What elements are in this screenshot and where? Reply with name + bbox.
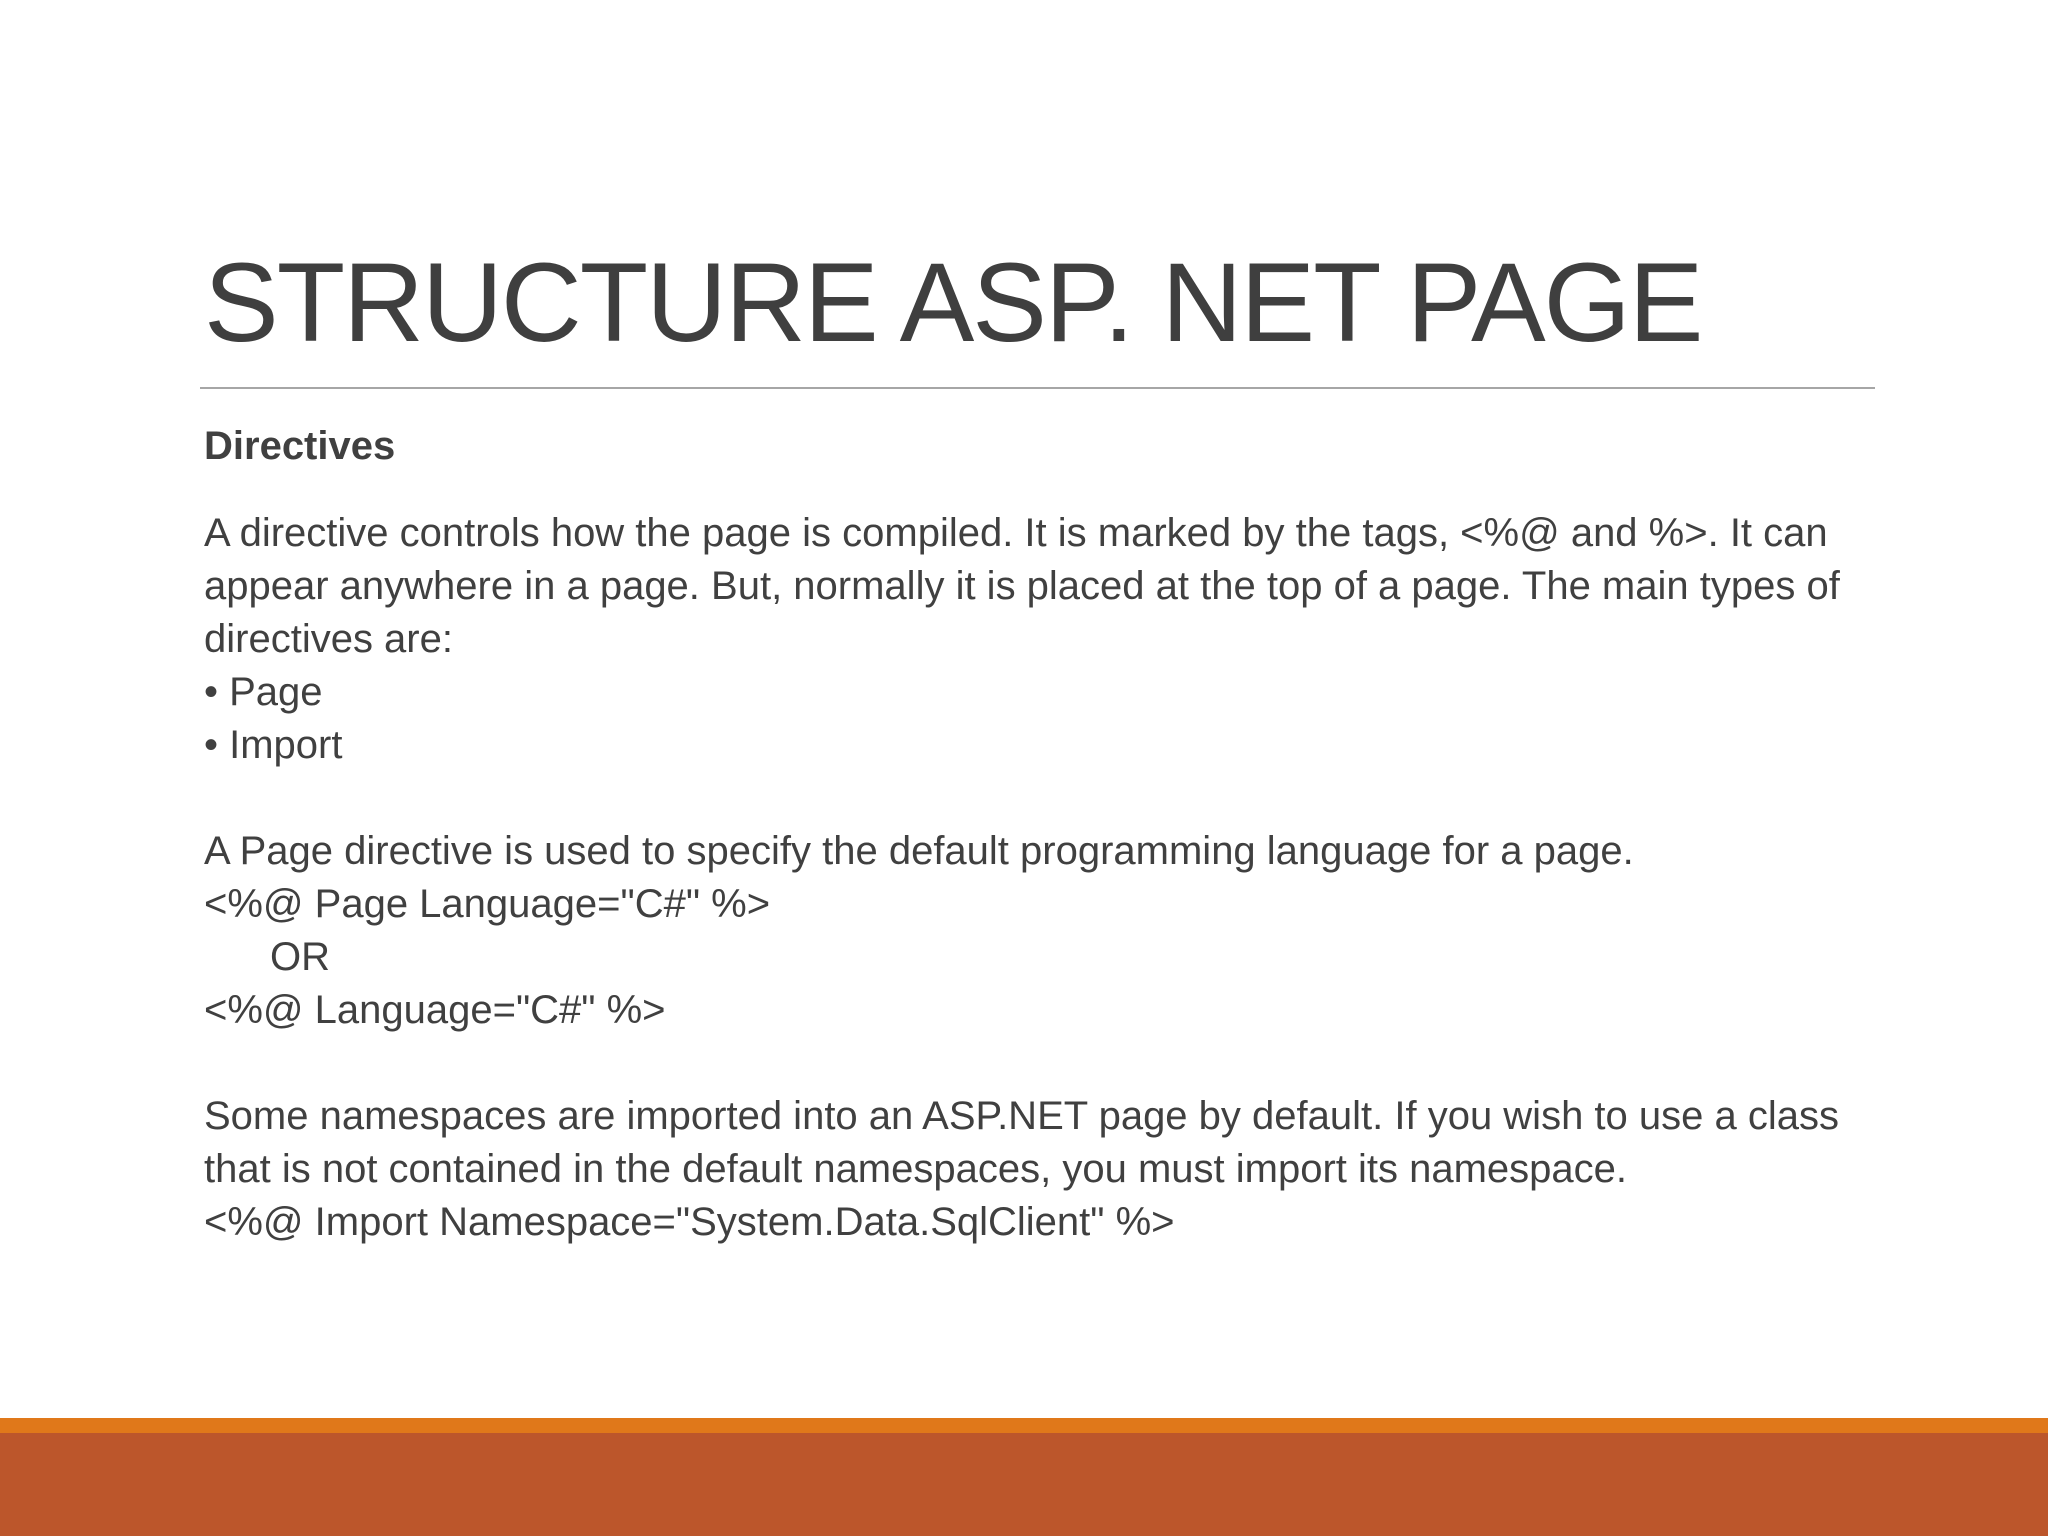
spacer: [204, 1037, 1884, 1090]
import-directive-code: <%@ Import Namespace="System.Data.SqlClient" %>: [204, 1200, 1175, 1244]
title-divider: [200, 387, 1875, 389]
section-heading: Directives: [204, 424, 396, 468]
footer-accent-bar: [0, 1418, 2048, 1433]
slide-body: [204, 420, 1884, 1249]
or-label: OR: [270, 935, 330, 979]
bullet-import: • Import: [204, 723, 343, 767]
page-directive-code-1: <%@ Page Language="C#" %>: [204, 882, 771, 926]
footer-bar: [0, 1433, 2048, 1536]
import-directive-paragraph: Some namespaces are imported into an ASP.NET page by default. If you wish to use a class that is not contained in the default namespaces, you must import its namespace.: [204, 1094, 1839, 1191]
bullet-page: • Page: [204, 670, 323, 714]
slide-title: STRUCTURE ASP. NET PAGE: [204, 240, 1702, 365]
intro-paragraph: A directive controls how the page is compiled. It is marked by the tags, <%@ and %>. It can appear anywhere in a page. But, normally it is placed at the top of a page. The main types of directives are:: [204, 511, 1840, 661]
page-directive-code-2: <%@ Language="C#" %>: [204, 988, 666, 1032]
page-directive-paragraph: A Page directive is used to specify the default programming language for a page.: [204, 829, 1634, 873]
spacer: [204, 772, 1884, 825]
